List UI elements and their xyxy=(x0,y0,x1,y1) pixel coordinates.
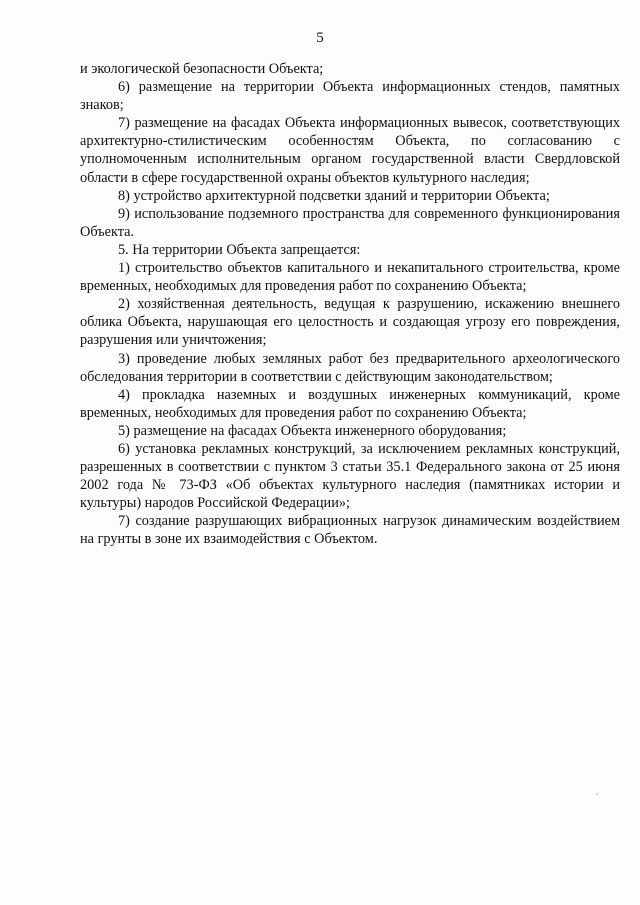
paragraph-item-7-signboards: 7) размещение на фасадах Объекта информационных вывесок, соответствующих архитектурно-стилистическим особенностям Объекта, по согласованию с уполномоченным исполнительным органом государственной власти Свердловской области в сфере государственной охраны объектов культурного наследия; xyxy=(80,115,620,186)
section-5-heading: 5. На территории Объекта запрещается: xyxy=(118,241,361,258)
prohibition-item-7: 7) создание разрушающих вибрационных нагрузок динамическим воздействием на грунты в зоне их взаимодействия с Объектом. xyxy=(80,513,620,548)
prohibition-item-4: 4) прокладка наземных и воздушных инженерных коммуникаций, кроме временных, необходимых для проведения работ по сохранению Объекта; xyxy=(80,386,620,421)
prohibition-item-3: 3) проведение любых земляных работ без предварительного археологического обследования территории в соответствии с действующим законодательством; xyxy=(80,350,620,385)
prohibition-item-2: 2) хозяйственная деятельность, ведущая к разрушению, искажению внешнего облика Объекта, нарушающая его целостность и создающая угрозу его повреждения, разрушения или уничтожения; xyxy=(80,296,620,349)
page-number: 5 xyxy=(316,30,324,46)
document-body xyxy=(80,60,620,549)
prohibition-item-1: 1) строительство объектов капитального и некапитального строительства, кроме временных, необходимых для проведения работ по сохранению Объекта; xyxy=(80,260,620,295)
prohibition-item-5: 5) размещение на фасадах Объекта инженерного оборудования; xyxy=(118,422,507,439)
paragraph-item-8-lighting: 8) устройство архитектурной подсветки зданий и территории Объекта; xyxy=(118,187,550,204)
paragraph-item-9-underground: 9) использование подземного пространства для современного функционирования Объекта. xyxy=(80,205,620,240)
scan-speck xyxy=(596,793,598,795)
paragraph-continuation: и экологической безопасности Объекта; xyxy=(80,61,324,77)
prohibition-item-6: 6) установка рекламных конструкций, за исключением рекламных конструкций, разрешенных в соответствии с пунктом 3 статьи 35.1 Федерального закона от 25 июня 2002 года № 73-ФЗ «Об объектах культурного наследия (памятниках истории и культуры) народов Российской Федерации»; xyxy=(80,440,620,512)
paragraph-item-6-info-stands: 6) размещение на территории Объекта информационных стендов, памятных знаков; xyxy=(80,79,620,114)
